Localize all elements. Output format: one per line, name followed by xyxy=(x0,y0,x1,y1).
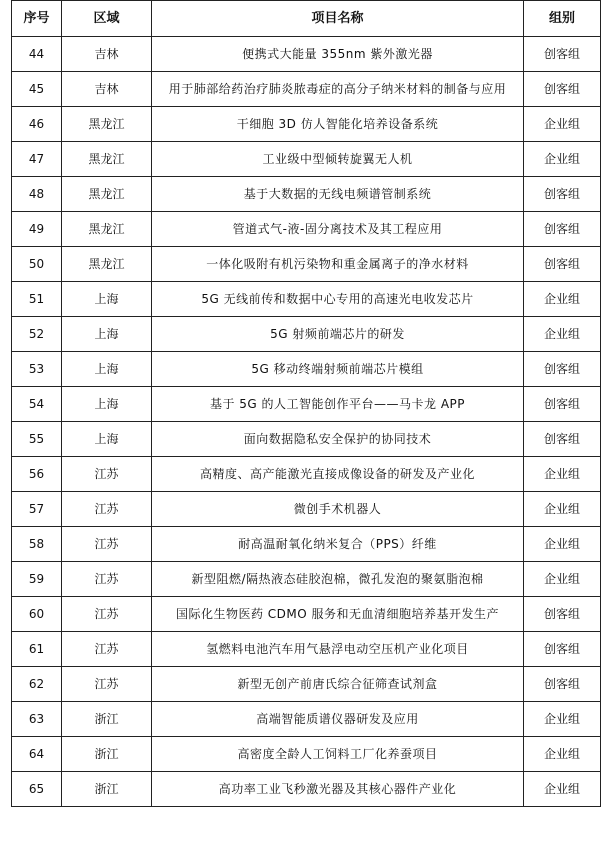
table-row xyxy=(12,667,601,702)
cell-group: 创客组 xyxy=(524,597,601,632)
cell-region: 上海 xyxy=(62,317,152,352)
cell-group: 企业组 xyxy=(524,562,601,597)
table-row xyxy=(12,177,601,212)
cell-group: 企业组 xyxy=(524,702,601,737)
cell-project-name: 5G 射频前端芯片的研发 xyxy=(152,317,524,352)
header-name: 项目名称 xyxy=(152,1,524,37)
cell-no: 48 xyxy=(12,177,62,212)
cell-group: 企业组 xyxy=(524,317,601,352)
cell-group: 创客组 xyxy=(524,352,601,387)
cell-group: 企业组 xyxy=(524,107,601,142)
table-row xyxy=(12,247,601,282)
table-row xyxy=(12,737,601,772)
table-row xyxy=(12,632,601,667)
cell-group: 企业组 xyxy=(524,737,601,772)
table-row xyxy=(12,702,601,737)
table-row xyxy=(12,422,601,457)
cell-no: 54 xyxy=(12,387,62,422)
cell-no: 63 xyxy=(12,702,62,737)
cell-group: 创客组 xyxy=(524,632,601,667)
cell-group: 创客组 xyxy=(524,387,601,422)
cell-group: 创客组 xyxy=(524,72,601,107)
table-row xyxy=(12,72,601,107)
cell-no: 57 xyxy=(12,492,62,527)
cell-region: 江苏 xyxy=(62,667,152,702)
cell-no: 58 xyxy=(12,527,62,562)
cell-region: 浙江 xyxy=(62,737,152,772)
cell-region: 黑龙江 xyxy=(62,177,152,212)
cell-project-name: 工业级中型倾转旋翼无人机 xyxy=(152,142,524,177)
cell-project-name: 国际化生物医药 CDMO 服务和无血清细胞培养基开发生产 xyxy=(152,597,524,632)
cell-project-name: 管道式气-液-固分离技术及其工程应用 xyxy=(152,212,524,247)
table-row xyxy=(12,492,601,527)
cell-no: 60 xyxy=(12,597,62,632)
cell-project-name: 耐高温耐氧化纳米复合（PPS）纤维 xyxy=(152,527,524,562)
cell-no: 55 xyxy=(12,422,62,457)
cell-region: 黑龙江 xyxy=(62,212,152,247)
cell-no: 46 xyxy=(12,107,62,142)
cell-group: 创客组 xyxy=(524,422,601,457)
cell-region: 上海 xyxy=(62,387,152,422)
cell-region: 黑龙江 xyxy=(62,142,152,177)
cell-project-name: 微创手术机器人 xyxy=(152,492,524,527)
table-row xyxy=(12,387,601,422)
cell-region: 江苏 xyxy=(62,562,152,597)
cell-no: 50 xyxy=(12,247,62,282)
cell-region: 江苏 xyxy=(62,632,152,667)
cell-region: 江苏 xyxy=(62,597,152,632)
header-region: 区域 xyxy=(62,1,152,37)
cell-project-name: 高功率工业飞秒激光器及其核心器件产业化 xyxy=(152,772,524,807)
cell-project-name: 便携式大能量 355nm 紫外激光器 xyxy=(152,37,524,72)
cell-project-name: 一体化吸附有机污染物和重金属离子的净水材料 xyxy=(152,247,524,282)
table-row xyxy=(12,597,601,632)
cell-region: 黑龙江 xyxy=(62,247,152,282)
cell-region: 上海 xyxy=(62,352,152,387)
header-group: 组别 xyxy=(524,1,601,37)
cell-region: 吉林 xyxy=(62,37,152,72)
header-no: 序号 xyxy=(12,1,62,37)
cell-no: 52 xyxy=(12,317,62,352)
cell-region: 江苏 xyxy=(62,457,152,492)
cell-region: 浙江 xyxy=(62,772,152,807)
cell-project-name: 高端智能质谱仪器研发及应用 xyxy=(152,702,524,737)
table-row xyxy=(12,317,601,352)
cell-project-name: 5G 无线前传和数据中心专用的高速光电收发芯片 xyxy=(152,282,524,317)
table-row xyxy=(12,352,601,387)
cell-group: 创客组 xyxy=(524,247,601,282)
cell-no: 65 xyxy=(12,772,62,807)
cell-project-name: 面向数据隐私安全保护的协同技术 xyxy=(152,422,524,457)
cell-no: 51 xyxy=(12,282,62,317)
cell-region: 浙江 xyxy=(62,702,152,737)
cell-no: 44 xyxy=(12,37,62,72)
table-row xyxy=(12,562,601,597)
cell-group: 企业组 xyxy=(524,142,601,177)
table-row xyxy=(12,282,601,317)
cell-region: 上海 xyxy=(62,282,152,317)
cell-group: 企业组 xyxy=(524,772,601,807)
cell-no: 61 xyxy=(12,632,62,667)
cell-project-name: 新型无创产前唐氏综合征筛查试剂盒 xyxy=(152,667,524,702)
cell-no: 47 xyxy=(12,142,62,177)
cell-region: 黑龙江 xyxy=(62,107,152,142)
table-row xyxy=(12,37,601,72)
cell-project-name: 用于肺部给药治疗肺炎脓毒症的高分子纳米材料的制备与应用 xyxy=(152,72,524,107)
cell-group: 创客组 xyxy=(524,37,601,72)
cell-no: 59 xyxy=(12,562,62,597)
cell-group: 企业组 xyxy=(524,457,601,492)
cell-no: 49 xyxy=(12,212,62,247)
cell-project-name: 基于大数据的无线电频谱管制系统 xyxy=(152,177,524,212)
cell-no: 45 xyxy=(12,72,62,107)
table-row xyxy=(12,772,601,807)
cell-region: 江苏 xyxy=(62,527,152,562)
cell-group: 企业组 xyxy=(524,492,601,527)
cell-project-name: 干细胞 3D 仿人智能化培养设备系统 xyxy=(152,107,524,142)
cell-no: 56 xyxy=(12,457,62,492)
cell-group: 创客组 xyxy=(524,667,601,702)
header-row xyxy=(12,1,601,37)
table-row xyxy=(12,212,601,247)
cell-group: 企业组 xyxy=(524,527,601,562)
table-row xyxy=(12,107,601,142)
cell-group: 创客组 xyxy=(524,212,601,247)
cell-group: 创客组 xyxy=(524,177,601,212)
cell-project-name: 基于 5G 的人工智能创作平台——马卡龙 APP xyxy=(152,387,524,422)
cell-region: 上海 xyxy=(62,422,152,457)
cell-no: 64 xyxy=(12,737,62,772)
cell-project-name: 高密度全龄人工饲料工厂化养蚕项目 xyxy=(152,737,524,772)
table-row xyxy=(12,527,601,562)
cell-project-name: 5G 移动终端射频前端芯片模组 xyxy=(152,352,524,387)
table-row xyxy=(12,142,601,177)
cell-no: 53 xyxy=(12,352,62,387)
project-table xyxy=(11,0,601,807)
cell-project-name: 新型阻燃/隔热液态硅胶泡棉，微孔发泡的聚氨脂泡棉 xyxy=(152,562,524,597)
cell-no: 62 xyxy=(12,667,62,702)
cell-project-name: 氢燃料电池汽车用气悬浮电动空压机产业化项目 xyxy=(152,632,524,667)
cell-group: 企业组 xyxy=(524,282,601,317)
cell-region: 吉林 xyxy=(62,72,152,107)
table-row xyxy=(12,457,601,492)
cell-region: 江苏 xyxy=(62,492,152,527)
cell-project-name: 高精度、高产能激光直接成像设备的研发及产业化 xyxy=(152,457,524,492)
